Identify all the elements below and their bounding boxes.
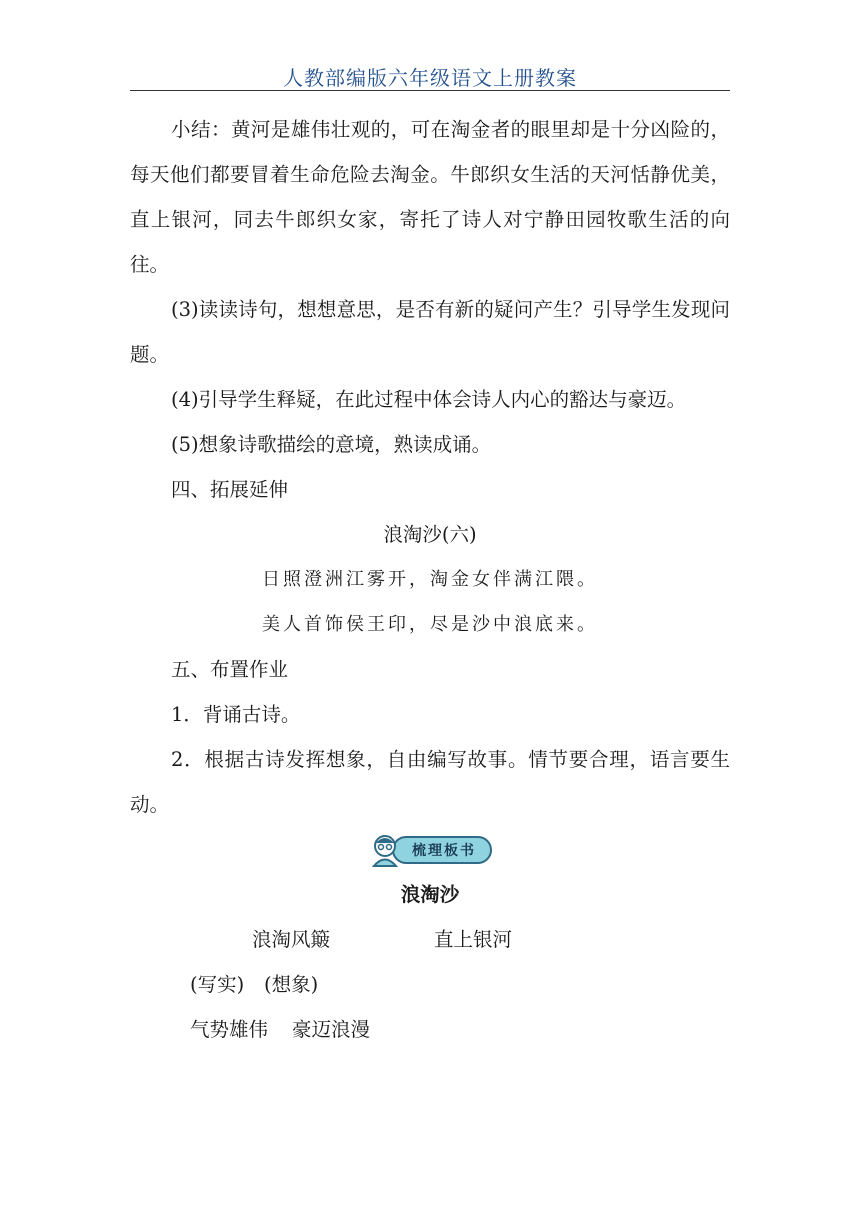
step5-paragraph: (5)想象诗歌描绘的意境，熟读成诵。 — [171, 433, 492, 456]
page-header: 人教部编版六年级语文上册教案 — [283, 66, 577, 90]
board-left-note: (写实) — [190, 973, 245, 996]
homework-item-2: 2．根据古诗发挥想象，自由编写故事。情节要合理，语言要生动。 — [130, 748, 730, 816]
homework-item-1: 1．背诵古诗。 — [171, 703, 301, 726]
poem-line-2: 美人首饰侯王印，尽是沙中浪底来。 — [262, 614, 598, 635]
board-left-quality: 气势雄伟 — [190, 1018, 269, 1041]
step3-paragraph: (3)读读诗句，想想意思，是否有新的疑问产生？引导学生发现问题。 — [130, 298, 730, 366]
header-rule — [130, 90, 730, 91]
step4-paragraph: (4)引导学生释疑，在此过程中体会诗人内心的豁达与豪迈。 — [171, 388, 687, 411]
board-title: 浪淘沙 — [400, 883, 460, 906]
board-row-phrases — [130, 917, 730, 962]
student-mascot-icon — [368, 833, 402, 867]
poem-line-1: 日照澄洲江雾开，淘金女伴满江隈。 — [262, 569, 598, 590]
board-badge-label: 梳理板书 — [392, 836, 492, 864]
board-badge — [130, 827, 730, 872]
section5-heading: 五、布置作业 — [171, 658, 289, 681]
board-right-note: (想象) — [264, 973, 319, 996]
board-right-phrase: 直上银河 — [434, 928, 513, 951]
section4-heading: 四、拓展延伸 — [171, 478, 289, 501]
board-left-phrase: 浪淘风簸 — [252, 928, 331, 951]
poem-title: 浪淘沙(六) — [383, 523, 477, 546]
board-row-notes — [130, 962, 730, 1007]
board-right-quality: 豪迈浪漫 — [292, 1018, 371, 1041]
board-row-qualities — [130, 1007, 730, 1052]
document-body — [130, 107, 730, 1052]
summary-paragraph: 小结：黄河是雄伟壮观的，可在淘金者的眼里却是十分凶险的，每天他们都要冒着生命危险去淘金。牛郎织女生活的天河恬静优美，直上银河，同去牛郎织女家，寄托了诗人对宁静田园牧歌生活的向往。 — [130, 118, 730, 276]
